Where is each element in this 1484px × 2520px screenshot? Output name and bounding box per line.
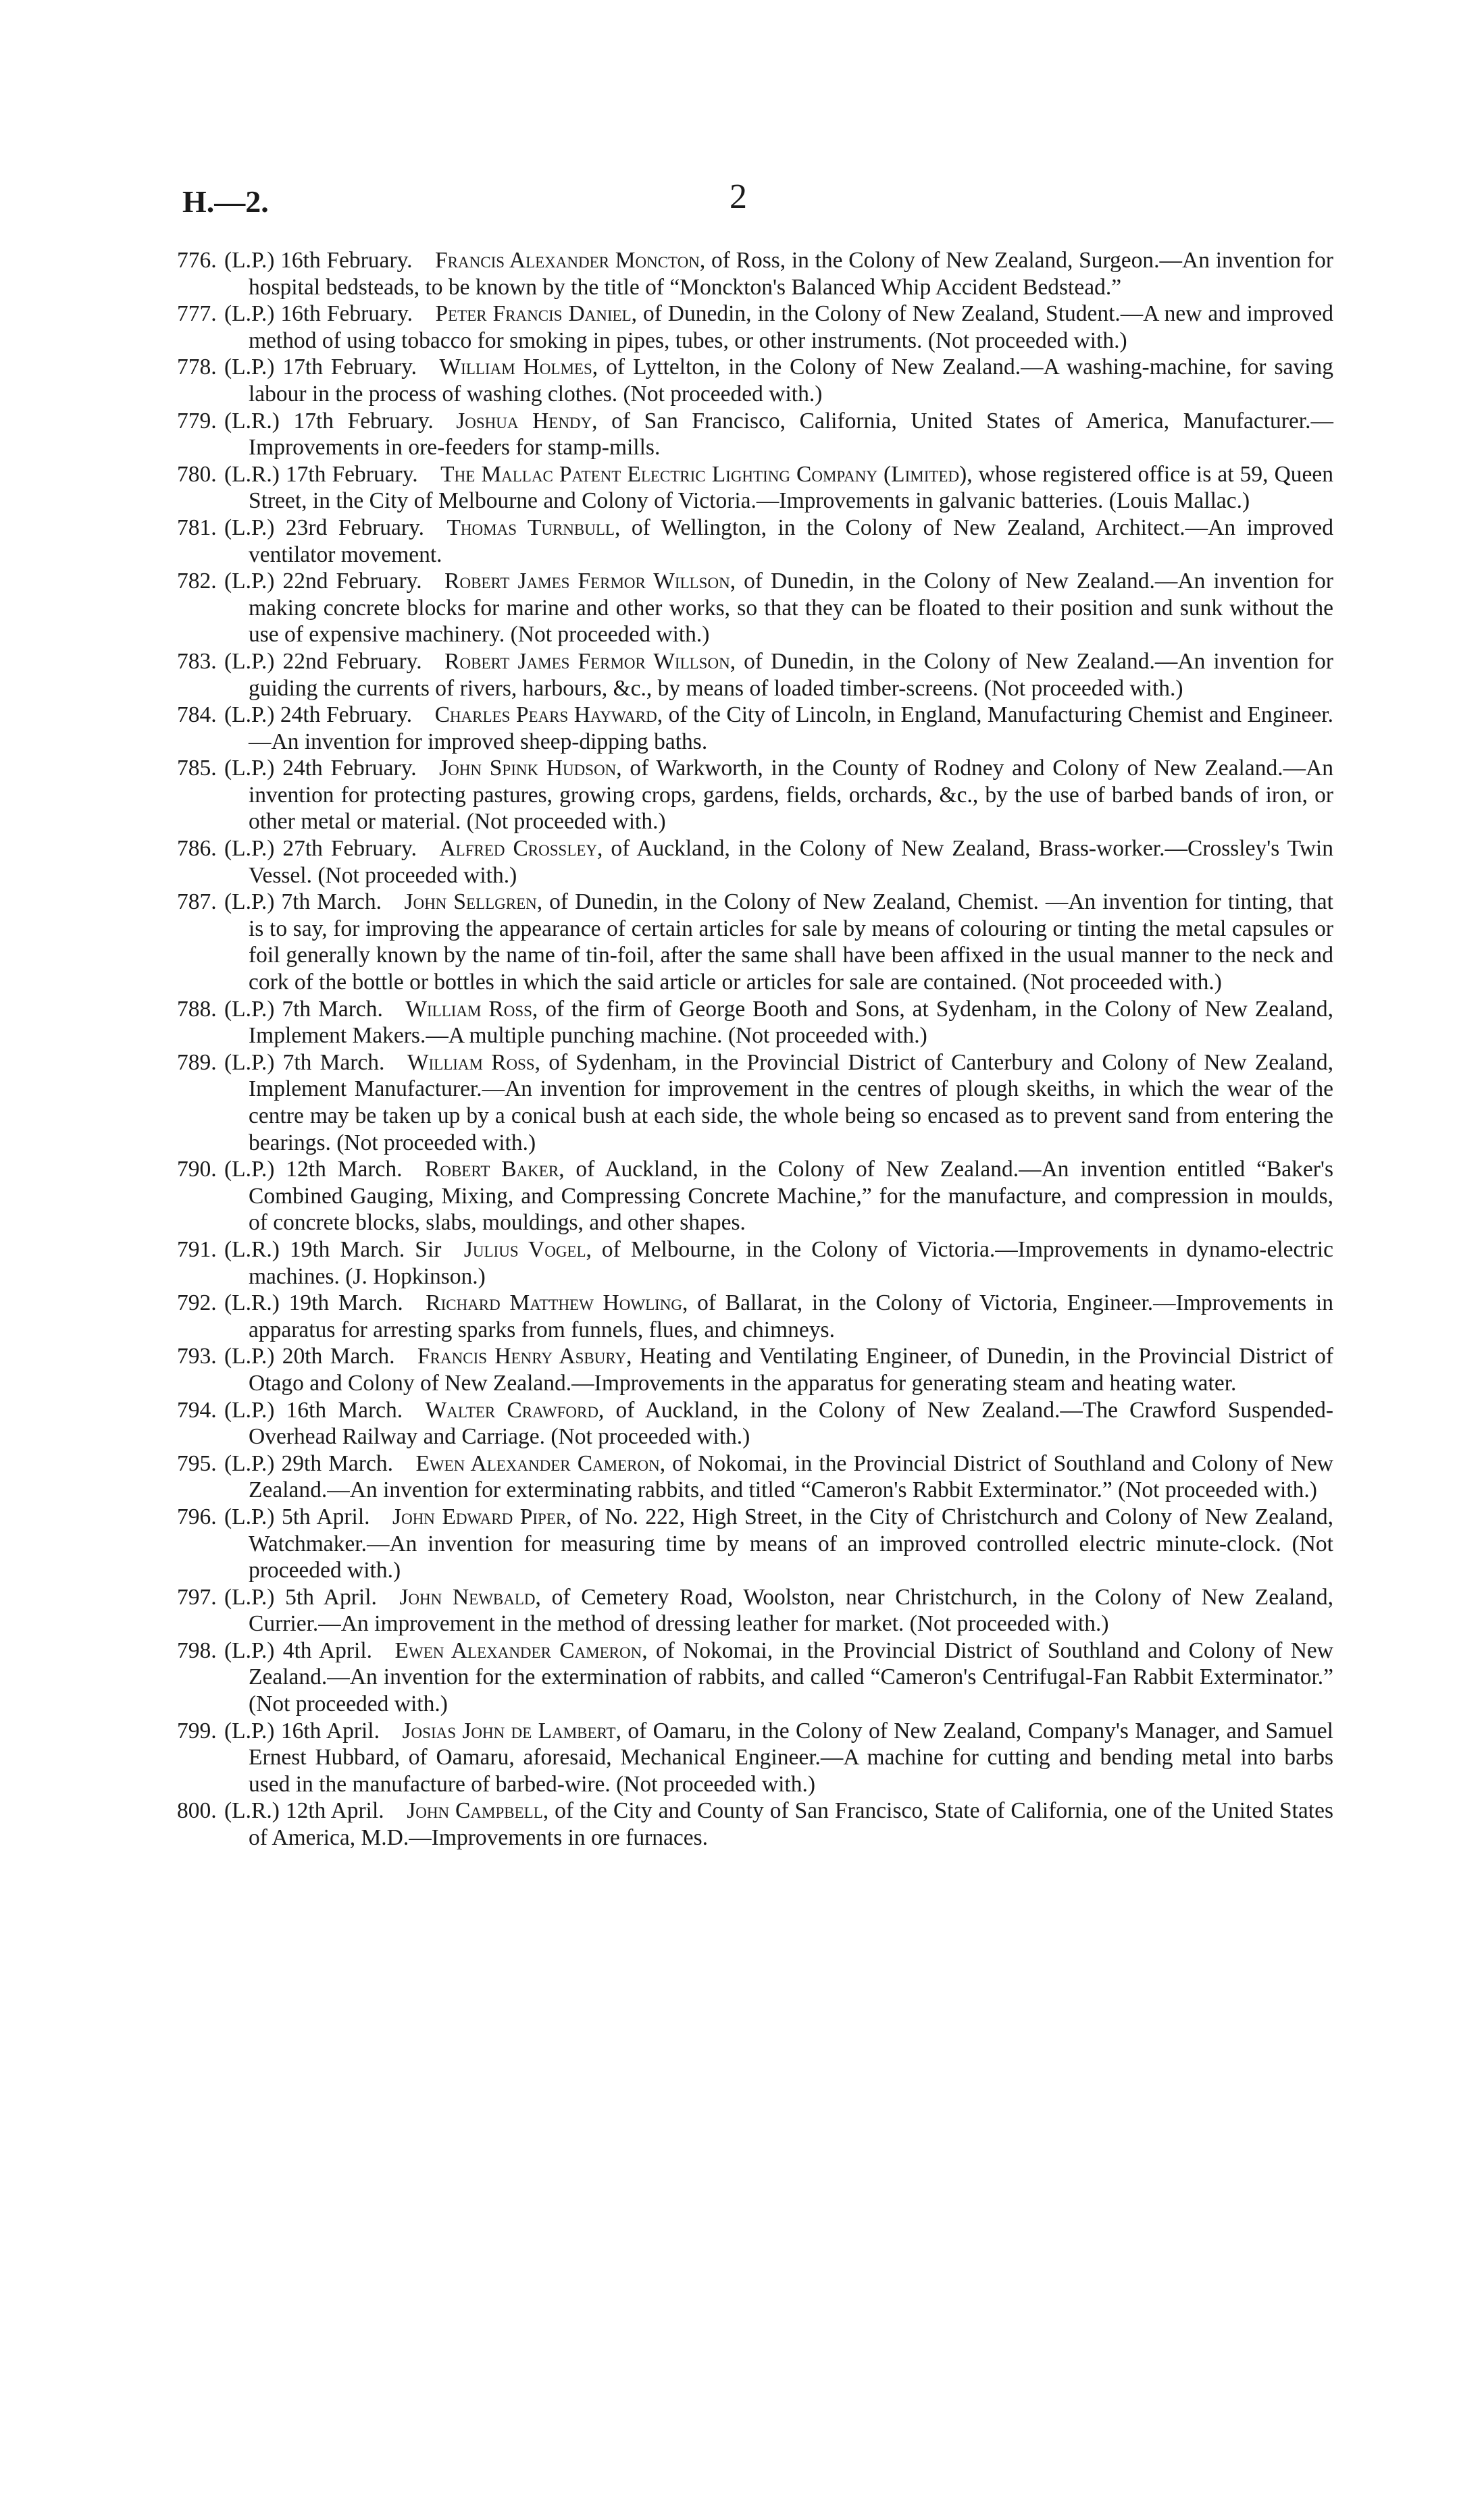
- entry-date: (L.P.) 23rd February.: [224, 515, 424, 540]
- entry-date: (L.R.) 12th April.: [224, 1798, 384, 1824]
- entry-date: (L.P.) 22nd February.: [224, 569, 422, 594]
- entry-date: (L.P.) 16th March.: [224, 1397, 403, 1423]
- entry-description: , of Cemetery Road, Woolston, near Christchurch, in the Colony of New Zealand, Currier.—An improvement in the method of dressing leather for market. (Not proceeded with.): [249, 1584, 1333, 1637]
- entry-description: , of Melbourne, in the Colony of Victoria.—Improvements in dynamo-electric machines. (J. Hopkinson.): [249, 1236, 1333, 1289]
- patent-entry: [177, 354, 1333, 407]
- entry-number: 790.: [177, 1157, 217, 1182]
- entry-date: (L.P.) 16th February.: [224, 301, 413, 327]
- entry-description: , of Warkworth, in the County of Rodney and Colony of New Zealand.—An invention for protecting pastures, growing crops, gardens, fields, orchards, &c., by the use of barbed bands of iron, or other metal or material. (Not proceeded with.): [249, 756, 1334, 835]
- entry-body: [224, 755, 1333, 835]
- entry-number: 781.: [177, 515, 217, 540]
- applicant-name: The Mallac Patent Electric Lighting Company (Limited): [440, 461, 967, 487]
- entry-body: [224, 996, 1333, 1049]
- entry-body: [224, 461, 1333, 515]
- entry-description: , of Dunedin, in the Colony of New Zealand, Chemist. —An invention for tinting, that is to say, for improving the appearance of certain articles for sale by means of colouring or tinting the metal capsules or foil generally known by the name of tin-foil, after the same shall have been affixed in the usual manner to the neck and cork of the bottle or bottles in which the said article or articles for sale are contained. (Not proceeded with.): [249, 889, 1333, 995]
- entry-description: , of Ballarat, in the Colony of Victoria, Engineer.—Improvements in apparatus for arresting sparks from funnels, flues, and chimneys.: [249, 1290, 1333, 1342]
- patent-entry: [177, 247, 1333, 300]
- entry-body: [224, 1236, 1333, 1290]
- applicant-name: Ewen Alexander Cameron: [394, 1637, 642, 1663]
- entry-description: , of No. 222, High Street, in the City of Christchurch and Colony of New Zealand, Watchmaker.—An invention for measuring time by means of an improved controlled electric minute-clock. (Not proceeded with.): [249, 1504, 1333, 1583]
- entry-number: 794.: [177, 1397, 217, 1423]
- entry-body: [224, 702, 1333, 755]
- entry-number: 791.: [177, 1236, 217, 1262]
- entry-number: 780.: [177, 461, 217, 487]
- entry-number: 793.: [177, 1344, 217, 1369]
- entry-body: [224, 247, 1333, 300]
- entry-date: (L.R.) 19th March. Sir: [224, 1236, 442, 1262]
- document-reference: H.—2.: [182, 184, 269, 219]
- entry-date: (L.P.) 4th April.: [224, 1637, 373, 1663]
- entry-date: (L.P.) 17th February.: [224, 355, 417, 380]
- entry-body: [224, 1718, 1333, 1798]
- entry-number: 777.: [177, 301, 217, 327]
- patent-entry: [177, 1450, 1333, 1504]
- applicant-name: Ewen Alexander Cameron: [415, 1450, 660, 1476]
- patent-entry: [177, 996, 1333, 1049]
- applicant-name: Robert James Fermor Willson: [444, 569, 730, 594]
- entry-description: , of Dunedin, in the Colony of New Zealand.—An invention for guiding the currents of rivers, harbours, &c., by means of loaded timber-screens. (Not proceeded with.): [249, 648, 1334, 701]
- patent-entry: [177, 1156, 1333, 1236]
- patent-entry: [177, 1584, 1333, 1637]
- entry-date: (L.R.) 19th March.: [224, 1290, 403, 1316]
- entry-body: [224, 835, 1333, 889]
- entry-description: , of the firm of George Booth and Sons, at Sydenham, in the Colony of New Zealand, Implement Makers.—A multiple punching machine. (Not proceeded with.): [249, 996, 1334, 1049]
- patent-entry: [177, 1236, 1333, 1290]
- entry-body: [224, 1156, 1333, 1236]
- patent-entries-list: [177, 247, 1333, 1852]
- entry-description: , of Auckland, in the Colony of New Zealand, Brass-worker.—Crossley's Twin Vessel. (Not proceeded with.): [249, 836, 1333, 888]
- applicant-name: John Spink Hudson: [439, 756, 617, 781]
- patent-entry: [177, 648, 1333, 702]
- entry-number: 795.: [177, 1450, 217, 1476]
- patent-entry: [177, 1504, 1333, 1584]
- entry-date: (L.P.) 7th March.: [224, 996, 383, 1022]
- entry-body: [224, 1343, 1333, 1396]
- entry-date: (L.R.) 17th February.: [224, 408, 434, 434]
- entry-body: [224, 1584, 1333, 1637]
- entry-body: [224, 300, 1333, 354]
- entry-number: 792.: [177, 1290, 217, 1316]
- entry-date: (L.P.) 7th March.: [224, 889, 382, 915]
- entry-body: [224, 889, 1333, 995]
- entry-date: (L.P.) 5th April.: [224, 1584, 377, 1610]
- page-number: 2: [730, 178, 747, 216]
- patent-entry: [177, 300, 1333, 354]
- entry-number: 783.: [177, 648, 217, 674]
- entry-description: , Heating and Ventilating Engineer, of Dunedin, in the Provincial District of Otago and Colony of New Zealand.—Improvements in the apparatus for generating steam and heating water.: [249, 1344, 1333, 1396]
- entry-number: 788.: [177, 996, 217, 1022]
- entry-description: , of San Francisco, California, United States of America, Manufacturer.—Improvements in ore-feeders for stamp-mills.: [249, 408, 1333, 461]
- entry-number: 782.: [177, 569, 217, 594]
- patent-entry: [177, 568, 1333, 648]
- entry-description: , of Lyttelton, in the Colony of New Zealand.—A washing-machine, for saving labour in the process of washing clothes. (Not proceeded with.): [249, 355, 1333, 406]
- patent-entry: [177, 1290, 1333, 1343]
- patent-entry: [177, 1049, 1333, 1156]
- entry-number: 798.: [177, 1637, 217, 1663]
- applicant-name: Josias John de Lambert: [402, 1718, 616, 1743]
- patent-entry: [177, 1343, 1333, 1396]
- applicant-name: Robert James Fermor Willson: [444, 648, 730, 674]
- entry-number: 786.: [177, 836, 217, 862]
- entry-date: (L.R.) 17th February.: [224, 461, 418, 487]
- entry-description: , of Auckland, in the Colony of New Zealand.—An invention entitled “Baker's Combined Gauging, Mixing, and Compressing Concrete Machine,” for the manufacture, and compression in moulds, of concrete blocks, slabs, mouldings, and other shapes.: [249, 1157, 1334, 1236]
- patent-entry: [177, 1637, 1333, 1718]
- patent-entry: [177, 515, 1333, 568]
- entry-description: , of Nokomai, in the Provincial District of Southland and Colony of New Zealand.—An invention for exterminating rabbits, and titled “Cameron's Rabbit Exterminator.” (Not proceeded with.): [249, 1450, 1333, 1503]
- entry-number: 789.: [177, 1049, 217, 1075]
- entry-number: 797.: [177, 1584, 217, 1610]
- patent-entry: [177, 1397, 1333, 1450]
- entry-body: [224, 515, 1333, 568]
- entry-body: [224, 1637, 1333, 1718]
- applicant-name: Robert Baker: [425, 1157, 559, 1182]
- entry-body: [224, 1797, 1333, 1851]
- applicant-name: Thomas Turnbull: [446, 515, 615, 540]
- patent-entry: [177, 755, 1333, 835]
- entry-number: 799.: [177, 1718, 217, 1743]
- entry-body: [224, 1049, 1333, 1156]
- entry-number: 776.: [177, 248, 217, 273]
- entry-body: [224, 408, 1333, 461]
- entry-body: [224, 1450, 1333, 1504]
- patent-entry: [177, 1797, 1333, 1851]
- applicant-name: Peter Francis Daniel: [435, 301, 632, 327]
- applicant-name: Richard Matthew Howling: [426, 1290, 682, 1316]
- applicant-name: John Campbell: [407, 1798, 543, 1824]
- entry-description: , of the City of Lincoln, in England, Manufacturing Chemist and Engineer.—An invention for improved sheep-dipping baths.: [249, 702, 1333, 754]
- entry-date: (L.P.) 24th February.: [224, 702, 413, 728]
- entry-description: , of the City and County of San Francisco, State of California, one of the United States of America, M.D.—Improvements in ore furnaces.: [249, 1798, 1333, 1851]
- entry-description: , of Ross, in the Colony of New Zealand, Surgeon.—An invention for hospital bedsteads, to be known by the title of “Monckton's Balanced Whip Accident Bedstead.”: [249, 248, 1333, 300]
- applicant-name: William Holmes: [439, 355, 592, 380]
- entry-date: (L.P.) 7th March.: [224, 1049, 385, 1075]
- entry-date: (L.P.) 29th March.: [224, 1450, 393, 1476]
- entry-number: 787.: [177, 889, 217, 915]
- entry-number: 800.: [177, 1798, 217, 1824]
- applicant-name: Francis Alexander Moncton: [435, 248, 700, 273]
- entry-description: , of Sydenham, in the Provincial District of Canterbury and Colony of New Zealand, Implement Manufacturer.—An invention for improvement in the centres of plough skeiths, in which the wear of the centre may be taken up by a conical bush at each side, the whole being so encased as to prevent sand from entering the bearings. (Not proceeded with.): [249, 1049, 1333, 1155]
- entry-date: (L.P.) 16th April.: [224, 1718, 380, 1743]
- entry-number: 785.: [177, 756, 217, 781]
- entry-description: , of Oamaru, in the Colony of New Zealand, Company's Manager, and Samuel Ernest Hubbard, of Oamaru, aforesaid, Mechanical Engineer.—A machine for cutting and bending metal into barbs used in the manufacture of barbed-wire. (Not proceeded with.): [249, 1718, 1333, 1797]
- patent-entry: [177, 1718, 1333, 1798]
- patent-entry: [177, 408, 1333, 461]
- entry-date: (L.P.) 27th February.: [224, 836, 417, 862]
- patent-entry: [177, 889, 1333, 995]
- applicant-name: John Newbald: [399, 1584, 536, 1610]
- entry-date: (L.P.) 24th February.: [224, 756, 417, 781]
- applicant-name: William Ross: [405, 996, 532, 1022]
- entry-body: [224, 1504, 1333, 1584]
- entry-body: [224, 648, 1333, 702]
- applicant-name: Walter Crawford: [425, 1397, 598, 1423]
- applicant-name: Julius Vogel: [463, 1236, 586, 1262]
- applicant-name: John Edward Piper: [392, 1504, 567, 1529]
- entry-date: (L.P.) 22nd February.: [224, 648, 422, 674]
- entry-date: (L.P.) 16th February.: [224, 248, 413, 273]
- entry-description: , of Wellington, in the Colony of New Zealand, Architect.—An improved ventilator movement.: [249, 515, 1333, 567]
- applicant-name: John Sellgren: [404, 889, 537, 915]
- entry-date: (L.P.) 5th April.: [224, 1504, 370, 1529]
- applicant-name: Joshua Hendy: [456, 408, 592, 434]
- entry-date: (L.P.) 20th March.: [224, 1344, 395, 1369]
- entry-description: , of Dunedin, in the Colony of New Zealand, Student.—A new and improved method of using tobacco for smoking in pipes, tubes, or other instruments. (Not proceeded with.): [249, 301, 1333, 353]
- entry-body: [224, 354, 1333, 407]
- entry-body: [224, 568, 1333, 648]
- entry-number: 784.: [177, 702, 217, 728]
- entry-description: , of Dunedin, in the Colony of New Zealand.—An invention for making concrete blocks for marine and other works, so that they can be floated to their position and sunk without the use of expensive machinery. (Not proceeded with.): [249, 569, 1334, 648]
- entry-date: (L.P.) 12th March.: [224, 1157, 403, 1182]
- patent-entry: [177, 835, 1333, 889]
- applicant-name: Alfred Crossley: [439, 836, 598, 862]
- entry-number: 796.: [177, 1504, 217, 1529]
- entry-body: [224, 1290, 1333, 1343]
- patent-entry: [177, 461, 1333, 515]
- applicant-name: Charles Pears Hayward: [434, 702, 657, 728]
- entry-description: , of Nokomai, in the Provincial District of Southland and Colony of New Zealand.—An invention for the extermination of rabbits, and called “Cameron's Centrifugal-Fan Rabbit Exterminator.” (Not proceeded with.): [249, 1637, 1333, 1717]
- applicant-name: William Ross: [407, 1049, 535, 1075]
- entry-body: [224, 1397, 1333, 1450]
- applicant-name: Francis Henry Asbury: [417, 1344, 627, 1369]
- entry-number: 779.: [177, 408, 217, 434]
- patent-entry: [177, 702, 1333, 755]
- entry-number: 778.: [177, 355, 217, 380]
- entry-description: , of Auckland, in the Colony of New Zealand.—The Crawford Suspended-Overhead Railway and Carriage. (Not proceeded with.): [249, 1397, 1334, 1450]
- entry-description: , whose registered office is at 59, Queen Street, in the City of Melbourne and Colony of Victoria.—Improvements in galvanic batteries. (Louis Mallac.): [249, 461, 1333, 514]
